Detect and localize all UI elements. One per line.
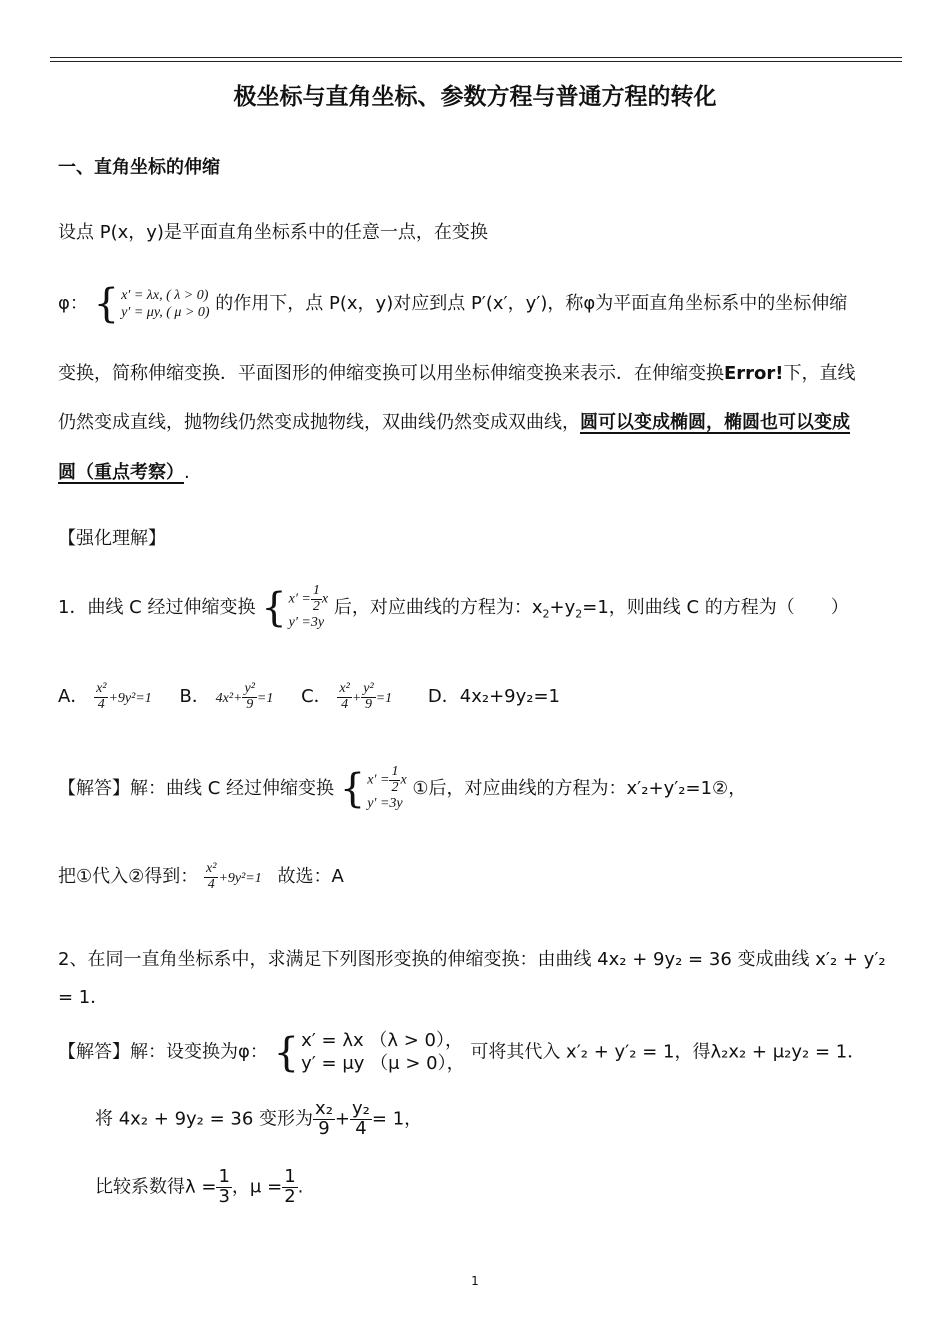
text: =1，则曲线 C 的方程为（ ） xyxy=(582,596,849,618)
phi-transform-system xyxy=(93,281,210,327)
question-2-line-2: = 1． xyxy=(58,987,109,1008)
answer-1-line-2 xyxy=(58,862,344,892)
numerator: y₂ xyxy=(352,1098,370,1119)
text: ，μ = xyxy=(231,1176,283,1198)
numerator: 1 xyxy=(218,1166,230,1187)
top-rule xyxy=(50,57,902,58)
left-brace: { xyxy=(339,765,366,812)
text: x′ = xyxy=(367,772,390,788)
text: +9y²=1 xyxy=(218,871,262,887)
answer-1-line-1 xyxy=(58,765,746,813)
denominator: 4 xyxy=(97,696,105,712)
question-1 xyxy=(58,584,849,632)
question-2-line-1: 2、在同一直角坐标系中，求满足下列图形变换的伸缩变换：由曲线 4x₂ + 9y₂ = 36 变成曲线 x′₂ + y′₂ xyxy=(58,949,886,970)
denominator: 4 xyxy=(341,696,349,712)
key-point-text: 圆可以变成椭圆，椭圆也可以变成 xyxy=(580,412,850,433)
text: 将 4x₂ + 9y₂ = 36 变形为 xyxy=(95,1108,314,1130)
phi-line-2: y′ = μy, ( μ > 0) xyxy=(121,305,210,320)
answer-2-line-1 xyxy=(58,1030,865,1075)
text: x xyxy=(321,591,329,607)
left-brace: { xyxy=(273,1029,300,1076)
answer-2-line-2 xyxy=(95,1100,422,1139)
left-brace: { xyxy=(93,281,120,327)
q1-sys-line-2: y′ =3y xyxy=(288,615,325,631)
text: 【解答】解：设变换为φ： xyxy=(58,1041,268,1063)
key-point-text-2: 圆（重点考察） xyxy=(58,462,184,483)
text: . xyxy=(184,462,190,483)
strengthen-heading: 【强化理解】 xyxy=(58,528,166,549)
text: =1 xyxy=(375,691,393,707)
paragraph-line-4 xyxy=(58,408,850,434)
option-c xyxy=(301,681,398,712)
text: ①后，对应曲线的方程为：x′₂+y′₂=1②， xyxy=(412,777,747,799)
page-number: 1 xyxy=(471,1274,479,1288)
a1-sys-line-1 xyxy=(367,765,406,795)
denominator: 9 xyxy=(364,696,372,712)
text: . xyxy=(297,1176,304,1198)
answer-2-line-3 xyxy=(95,1168,303,1207)
phi-suffix: 的作用下，点 P(x，y)对应到点 P′(x′，y′)，称φ为平面直角坐标系中的坐标伸缩 xyxy=(215,293,848,314)
phi-prefix: φ： xyxy=(58,293,88,314)
text: +y xyxy=(549,596,576,618)
text: = 1， xyxy=(371,1108,423,1130)
section-heading-stretch: 一、直角坐标的伸缩 xyxy=(58,157,220,178)
option-b xyxy=(179,681,280,712)
numerator: 1 xyxy=(312,583,320,598)
numerator: y² xyxy=(363,681,374,696)
denominator: 9 xyxy=(318,1117,330,1139)
text: + xyxy=(334,1108,351,1130)
numerator: 1 xyxy=(391,764,399,779)
option-label: C． xyxy=(301,686,332,708)
phi-line-1: x′ = λx, ( λ > 0) xyxy=(121,287,209,303)
error-marker: Error! xyxy=(724,363,784,384)
numerator: x² xyxy=(96,681,107,696)
text: + xyxy=(351,691,362,707)
a1-sys-line-2: y′ =3y xyxy=(367,796,403,812)
text: +9y²=1 xyxy=(108,691,152,707)
denominator: 9 xyxy=(246,696,254,712)
text: 后，对应曲线的方程为：x xyxy=(333,596,543,618)
a1-transform-system xyxy=(340,765,407,813)
numerator: 1 xyxy=(284,1166,296,1187)
a2-sys-line-1: x′ = λx （λ > 0）， xyxy=(301,1030,463,1051)
numerator: y² xyxy=(244,681,255,696)
q1-sys-line-1 xyxy=(289,584,328,614)
text: x xyxy=(400,772,407,788)
numerator: x² xyxy=(206,861,217,876)
text: 可将其代入 x′₂ + y′₂ = 1，得λ₂x₂ + μ₂y₂ = 1． xyxy=(470,1041,866,1063)
top-rule-2 xyxy=(50,61,902,62)
text: 1．曲线 C 经过伸缩变换 xyxy=(58,596,256,618)
text: 比较系数得λ = xyxy=(95,1176,217,1198)
text: 把①代入②得到： xyxy=(58,866,199,888)
numerator: x² xyxy=(339,681,350,696)
option-d: D．4x₂+9y₂=1 xyxy=(427,686,561,708)
paragraph-intro: 设点 P(x，y)是平面直角坐标系中的任意一点，在变换 xyxy=(58,222,488,243)
option-a xyxy=(58,681,158,712)
text: 仍然变成直线，抛物线仍然变成抛物线，双曲线仍然变成双曲线， xyxy=(58,412,580,433)
subscript: 2 xyxy=(575,607,583,621)
option-label: B． xyxy=(179,686,210,708)
paragraph-line-5 xyxy=(58,458,190,484)
option-label: A． xyxy=(58,686,89,708)
text: 【解答】解：曲线 C 经过伸缩变换 xyxy=(58,777,335,799)
left-brace: { xyxy=(261,584,287,631)
q1-transform-system xyxy=(261,584,328,632)
page-title: 极坐标与直角坐标、参数方程与普通方程的转化 xyxy=(233,84,717,110)
denominator: 2 xyxy=(391,779,399,795)
a2-transform-system xyxy=(274,1030,465,1075)
denominator: 4 xyxy=(207,876,215,892)
denominator: 2 xyxy=(284,1185,296,1207)
paragraph-line-3 xyxy=(58,359,856,385)
text: 下，直线 xyxy=(783,363,856,384)
subscript: 2 xyxy=(542,607,550,621)
text: 4x²+ xyxy=(215,691,243,707)
numerator: x₂ xyxy=(315,1098,333,1119)
text: =1 xyxy=(256,691,274,707)
text: x′ = xyxy=(288,591,311,607)
answer-options xyxy=(58,682,560,712)
phi-definition-line xyxy=(58,281,848,327)
a2-sys-line-2: y′ = μy （μ > 0）， xyxy=(301,1052,465,1074)
denominator: 4 xyxy=(355,1117,367,1139)
denominator: 2 xyxy=(312,598,320,614)
text: 故选：A xyxy=(277,866,344,888)
denominator: 3 xyxy=(218,1185,230,1207)
text: 变换，简称伸缩变换．平面图形的伸缩变换可以用坐标伸缩变换来表示．在伸缩变换 xyxy=(58,363,724,384)
